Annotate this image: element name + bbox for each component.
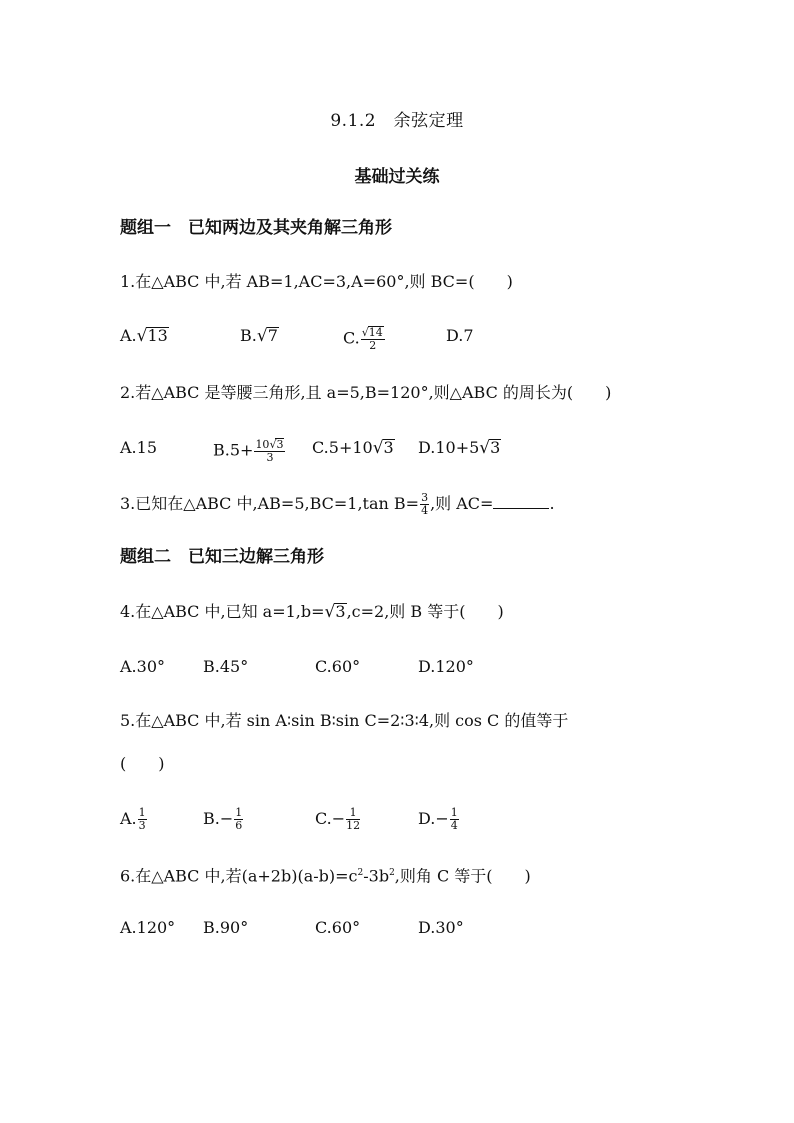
question-1: 1.在△ABC 中,若 AB=1,AC=3,A=60°,则 BC=( ): [120, 272, 513, 291]
q2-option-a: A.15: [120, 438, 157, 457]
q2-option-c: C.5+10√3: [312, 438, 394, 458]
q2-option-d: D.10+5√3: [418, 438, 501, 458]
question-6: 6.在△ABC 中,若$(a+2b)(a-b)=c^2-3b^2$,则角 C 等于( ): [120, 866, 531, 886]
question-3: 3.已知在△ABC 中,AB=5,BC=1,tan B= $\frac{3}{4}$ ,则 AC= .: [120, 491, 555, 517]
question-4: 4.在△ABC 中,已知 a=1,b=√3,c=2,则 B 等于( ): [120, 602, 504, 622]
q4-option-a: A.30°: [120, 657, 165, 676]
q1-option-d: D.7: [446, 326, 474, 345]
q4-option-d: D.120°: [418, 657, 474, 676]
q5-option-c: C.− $\frac{1}{12}$: [315, 806, 361, 832]
page-title: 9.1.2 余弦定理: [330, 111, 464, 131]
q5-option-b: B.− $\frac{1}{6}$: [203, 806, 243, 832]
question-5-paren: ( ): [120, 754, 165, 773]
question-5: 5.在△ABC 中,若 sin A∶sin B∶sin C=2∶3∶4,则 cos C 的值等于: [120, 711, 569, 730]
q4-option-b: B.45°: [203, 657, 249, 676]
q1-option-b: B.√7: [240, 326, 278, 346]
q6-option-d: D.30°: [418, 918, 464, 937]
q5-option-d: D.− $\frac{1}{4}$: [418, 806, 458, 832]
question-2: 2.若△ABC 是等腰三角形,且 a=5,B=120°,则△ABC 的周长为( ): [120, 383, 612, 402]
q6-option-c: C.60°: [315, 918, 361, 937]
q6-option-a: A.120°: [120, 918, 176, 937]
section-subtitle: 基础过关练: [354, 167, 440, 187]
q4-option-c: C.60°: [315, 657, 361, 676]
q6-option-b: B.90°: [203, 918, 249, 937]
group-heading-1: 题组一 已知两边及其夹角解三角形: [120, 218, 392, 238]
q1-option-c: C. $\frac{√14}{2}$: [343, 326, 383, 352]
answer-blank: [493, 494, 549, 509]
q2-option-b: B.5+ $\frac{10√3}{3}$: [213, 438, 284, 464]
q5-option-a: A. $\frac{1}{3}$: [120, 806, 146, 832]
group-heading-2: 题组二 已知三边解三角形: [120, 547, 324, 567]
q1-option-a: A.√13: [120, 326, 168, 346]
